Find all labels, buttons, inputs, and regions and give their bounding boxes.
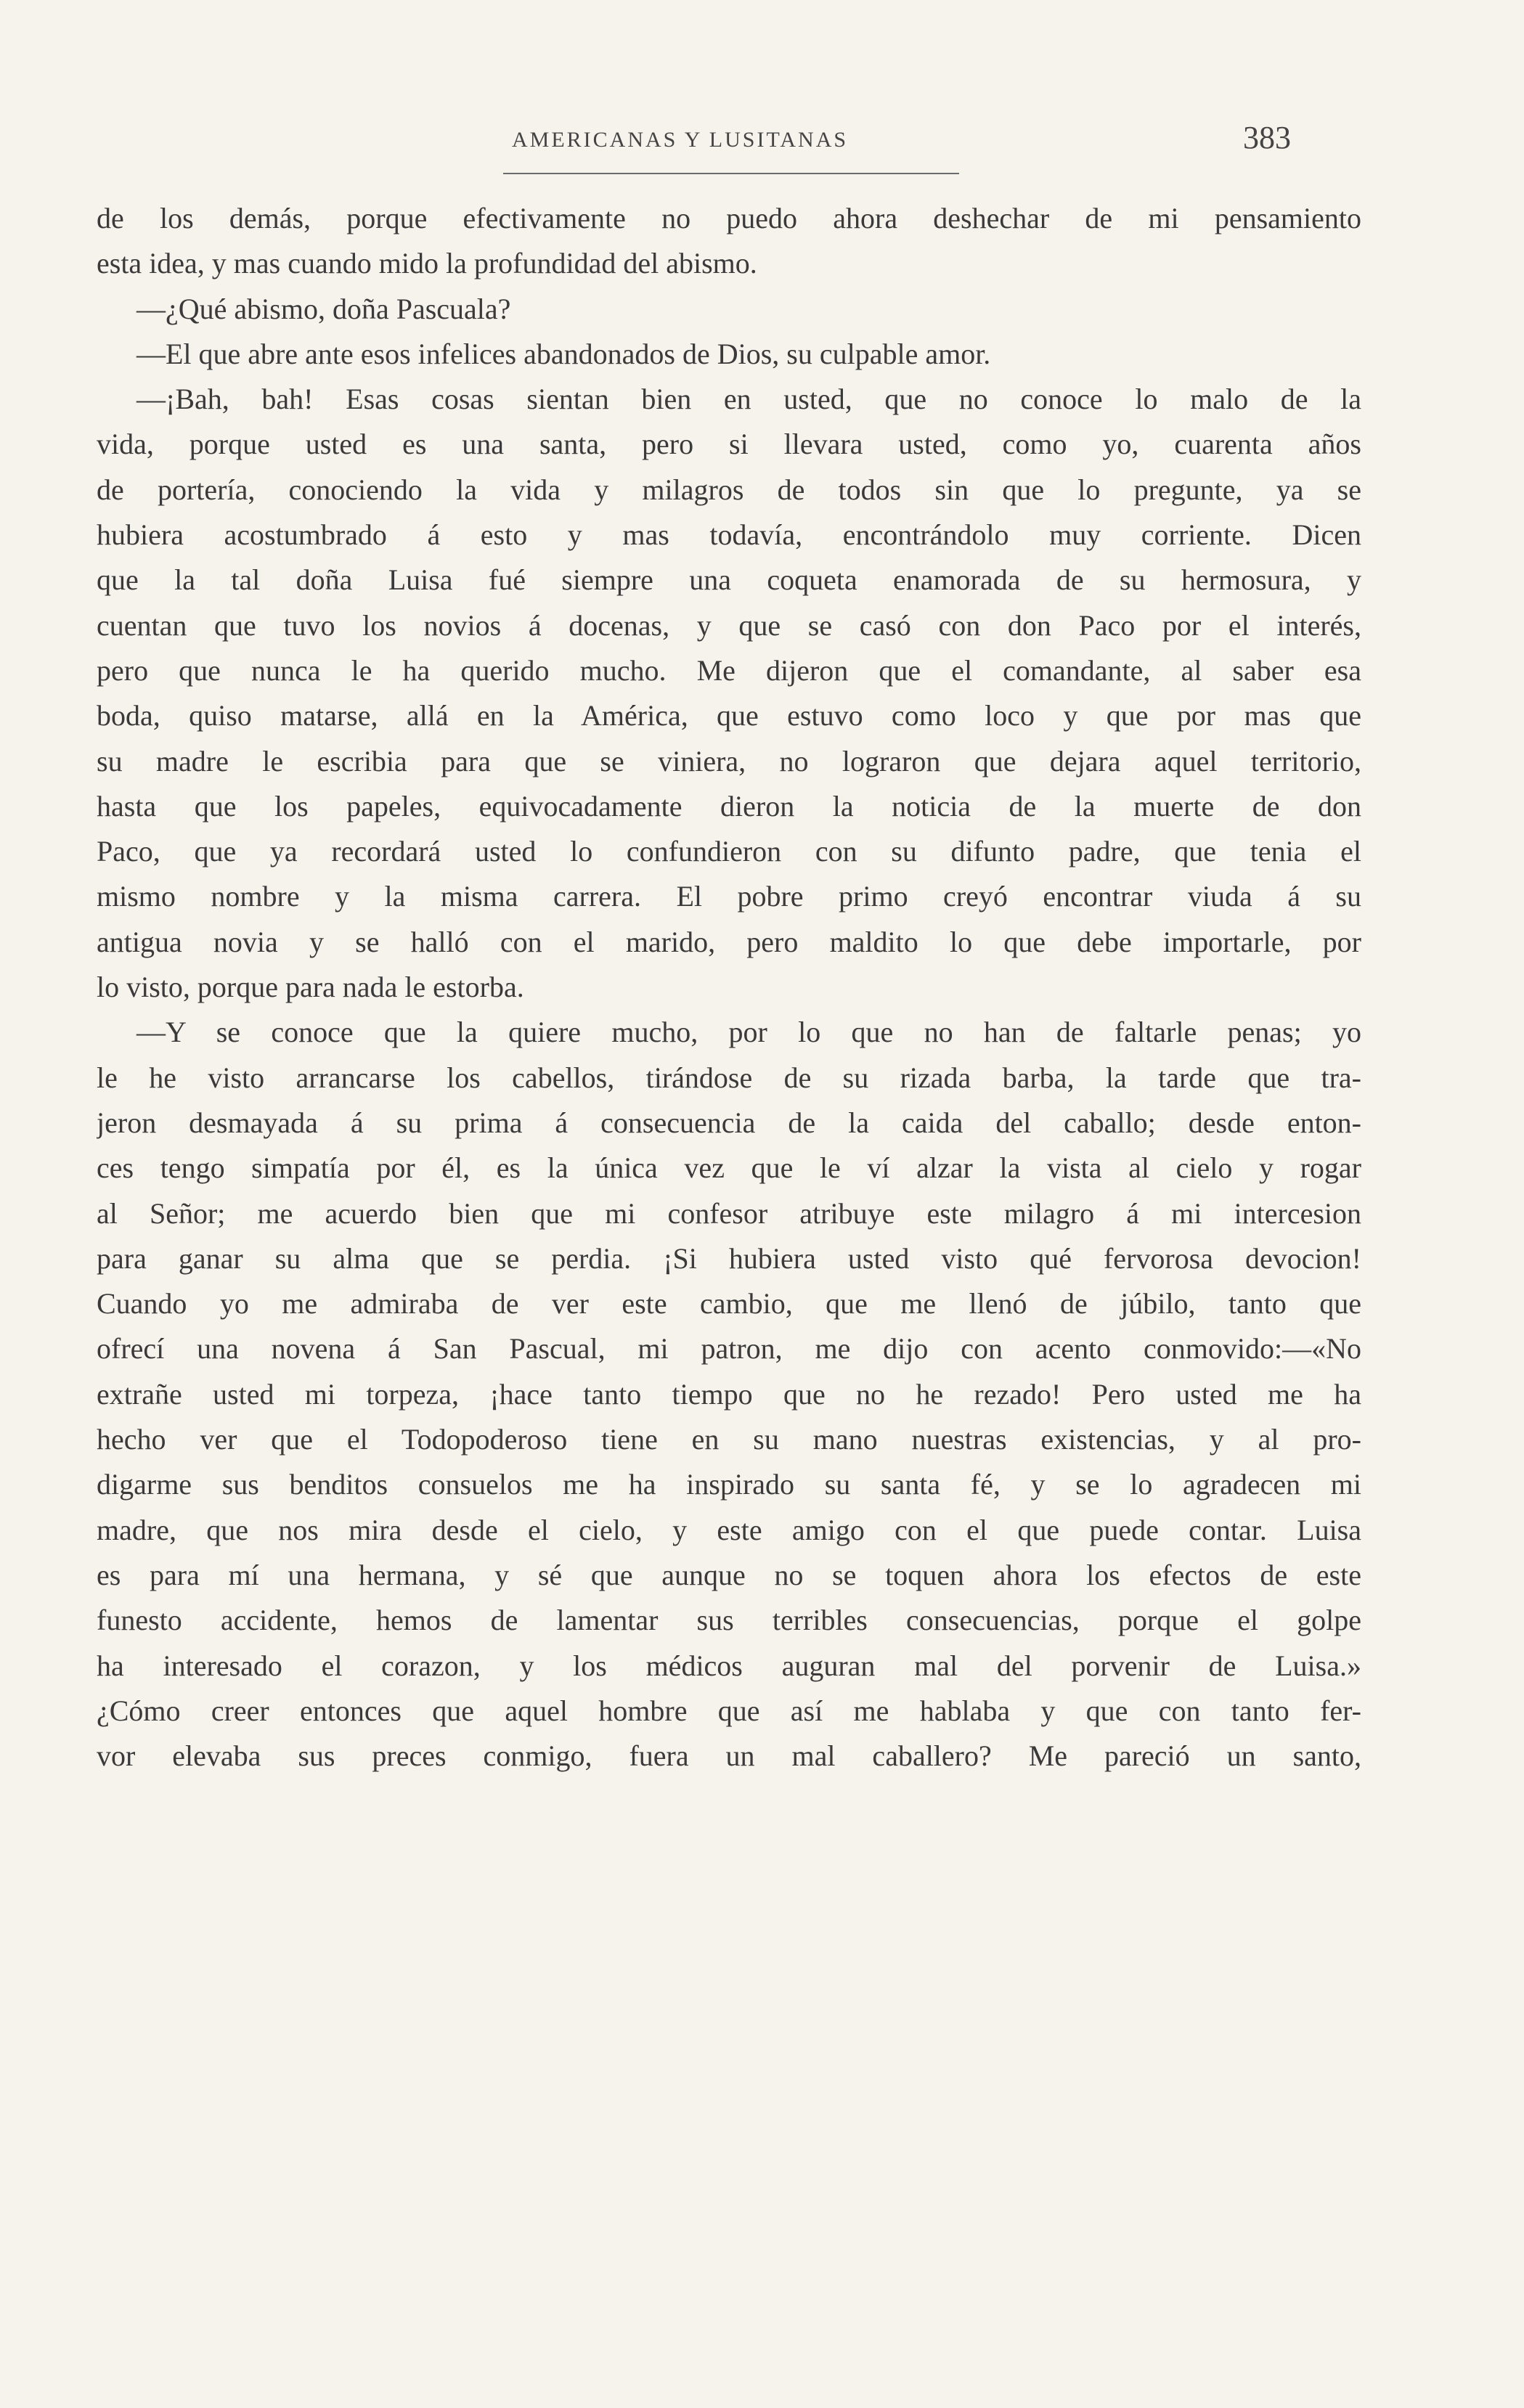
page-number: 383 <box>1243 120 1291 155</box>
text-line: cuentan que tuvo los novios á docenas, y que se casó con don Paco por el interés, <box>97 608 1361 642</box>
text-line: boda, quiso matarse, allá en la América, que estuvo como loco y que por mas que <box>97 699 1361 732</box>
text-line: —¿Qué abismo, doña Pascuala? <box>136 292 511 325</box>
text-line: ha interesado el corazon, y los médicos auguran mal del porvenir de Luisa.» <box>97 1649 1361 1682</box>
text-line: que la tal doña Luisa fué siempre una coqueta enamorada de su hermosura, y <box>97 563 1361 597</box>
text-line: pero que nunca le ha querido mucho. Me dijeron que el comandante, al saber esa <box>97 653 1361 687</box>
text-line: madre, que nos mira desde el cielo, y este amigo con el que puede contar. Luisa <box>97 1513 1361 1546</box>
text-line: Cuando yo me admiraba de ver este cambio, que me llenó de júbilo, tanto que <box>97 1287 1361 1321</box>
text-line: al Señor; me acuerdo bien que mi confesor atribuye este milagro á mi intercesion <box>97 1196 1361 1230</box>
text-line: —¡Bah, bah! Esas cosas sientan bien en usted, que no conoce lo malo de la <box>136 383 1361 416</box>
text-line: es para mí una hermana, y sé que aunque no se toquen ahora los efectos de este <box>97 1558 1361 1591</box>
text-line: —El que abre ante esos infelices abandonados de Dios, su culpable amor. <box>136 337 991 370</box>
text-line: funesto accidente, hemos de lamentar sus terribles consecuencias, porque el golpe <box>97 1604 1361 1637</box>
text-line: jeron desmayada á su prima á consecuencia de la caida del caballo; desde enton- <box>97 1106 1361 1139</box>
text-line: lo visto, porque para nada le estorba. <box>97 971 524 1004</box>
text-line: ofrecí una novena á San Pascual, mi patron, me dijo con acento conmovido:—«No <box>97 1332 1361 1366</box>
text-line: vor elevaba sus preces conmigo, fuera un mal caballero? Me pareció un santo, <box>97 1739 1361 1773</box>
text-line: ¿Cómo creer entonces que aquel hombre que así me hablaba y que con tanto fer- <box>97 1694 1361 1727</box>
text-line: esta idea, y mas cuando mido la profundidad del abismo. <box>97 247 757 280</box>
text-line: Paco, que ya recordará usted lo confundieron con su difunto padre, que tenia el <box>97 835 1361 868</box>
text-line: digarme sus benditos consuelos me ha inspirado su santa fé, y se lo agradecen mi <box>97 1468 1361 1501</box>
text-line: hubiera acostumbrado á esto y mas todavía, encontrándolo muy corriente. Dicen <box>97 518 1361 552</box>
text-line: para ganar su alma que se perdia. ¡Si hubiera usted visto qué fervorosa devocion! <box>97 1241 1361 1275</box>
text-line: su madre le escribia para que se viniera, no lograron que dejara aquel territorio, <box>97 744 1361 778</box>
text-line: hasta que los papeles, equivocadamente dieron la noticia de la muerte de don <box>97 789 1361 823</box>
text-line: ces tengo simpatía por él, es la única vez que le ví alzar la vista al cielo y rogar <box>97 1151 1361 1185</box>
text-line: de portería, conociendo la vida y milagros de todos sin que lo pregunte, ya se <box>97 473 1361 506</box>
text-line: hecho ver que el Todopoderoso tiene en su mano nuestras existencias, y al pro- <box>97 1423 1361 1456</box>
text-line: de los demás, porque efectivamente no puedo ahora deshechar de mi pensamiento <box>97 202 1361 234</box>
page-body <box>97 196 1361 1779</box>
text-line: mismo nombre y la misma carrera. El pobre primo creyó encontrar viuda á su <box>97 880 1361 913</box>
text-line: le he visto arrancarse los cabellos, tirándose de su rizada barba, la tarde que tra- <box>97 1061 1361 1094</box>
text-line: vida, porque usted es una santa, pero si llevara usted, como yo, cuarenta años <box>97 428 1361 461</box>
running-head: AMERICANAS Y LUSITANAS <box>512 128 849 152</box>
header-rule <box>503 173 959 174</box>
page-header <box>0 116 1524 174</box>
text-line: antigua novia y se halló con el marido, pero maldito lo que debe importarle, por <box>97 925 1361 958</box>
text-line: —Y se conoce que la quiere mucho, por lo que no han de faltarle penas; yo <box>136 1016 1361 1049</box>
text-line: extrañe usted mi torpeza, ¡hace tanto tiempo que no he rezado! Pero usted me ha <box>97 1377 1361 1411</box>
